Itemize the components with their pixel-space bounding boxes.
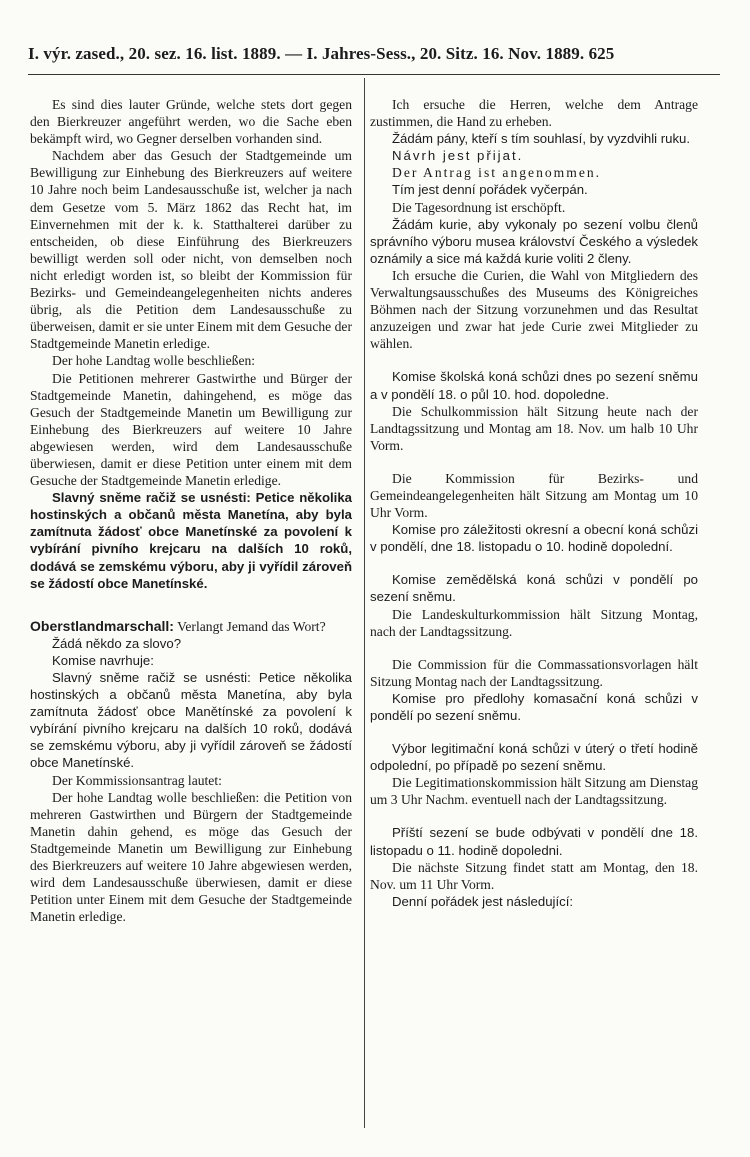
paragraph: Die Tagesordnung ist erschöpft. [392,199,566,215]
paragraph: Der hohe Landtag wolle beschließen: [52,353,256,369]
paragraph: Denní pořádek jest následující: [392,893,574,909]
paragraph: Žádám kurie, aby vykonaly po sezení volbu členů správního výboru musea království Českého a výsledek oznámily a sice má každá kurie voliti 2 členy. [370,216,698,266]
header-separator: — [285,44,303,63]
paragraph: Tím jest denní pořádek vyčerpán. [392,182,588,198]
paragraph: Návrh jest přijat. [392,148,524,164]
paragraph: Nachdem aber das Gesuch der Stadtgemeinde um Bewilligung zur Einhebung des Bierkreuzers auf weitere 10 Jahre noch beim Landesausschuße ist, welcher ja nach dem Gesetze vom 5. März 1862 das Recht hat, im Einvernehmen mit der k. k. Statthalterei darüber zu entscheiden, ob diese Einführung des Bierkreuzers bewilligt werden soll oder nicht, von demselben noch nicht erledigt worden ist, so bleibt der Kommission für Bezirks- und Gemeindeangelegenheiten nichts anderes übrig, als die Petition dem Landesausschuße zu überweisen, damit er sie unter Einem mit dem Gesuche der Stadtgemeinde Manetin erledige. [30,148,352,352]
speaker-name: Oberstlandmarschall: [30,617,174,634]
header-rule [28,74,720,75]
paragraph: Výbor legitimační koná schůzi v úterý o třetí hodině odpolední, po případě po sezení sněmu. [370,741,698,774]
header-german-session: I. Jahres-Sess., 20. Sitz. 16. Nov. 1889. [306,44,585,63]
paragraph: Der hohe Landtag wolle beschließen: die Petition von mehreren Gastwirthen und Bürgern der Stadtgemeinde Manetin dahin gehend, es möge das Gesuch der Stadtgemeinde Manetin um Bewilligung zur Einhebung des Bierkreuzers auf weitere 10 Jahre abgewiesen werden, wird dem Landesausschuße überwiesen, damit er diese Petition unter Einem mit dem Gesuche der Stadtgemeinde Manetin erledige. [30,789,352,925]
header-czech-session: I. výr. zased., 20. sez. 16. list. 1889. [28,44,281,63]
paragraph: Die Schulkommission hält Sitzung heute nach der Landtagssitzung und Montag am 18. Nov. um halb 10 Uhr Vorm. [370,403,698,453]
paragraph: Komise zemědělská koná schůzi v pondělí po sezení sněmu. [370,572,698,605]
paragraph: Komise pro záležitosti okresní a obecní koná schůzi v pondělí, dne 18. listopadu o 10. hodině dopolední. [370,522,698,555]
speaker-paragraph [30,618,352,635]
page-header [28,44,720,64]
left-column [30,96,352,925]
paragraph: Komise školská koná schůzi dnes po sezení sněmu a v pondělí 18. o půl 10. hod. dopoledne. [370,369,698,402]
paragraph: Der Antrag ist angenommen. [392,165,602,181]
paragraph: Die Kommission für Bezirks- und Gemeindeangelegenheiten hält Sitzung am Montag um 10 Uhr Vorm. [370,470,698,521]
paragraph: Die nächste Sitzung findet statt am Montag, den 18. Nov. um 11 Uhr Vorm. [370,859,698,892]
paragraph: Žádám pány, kteří s tím souhlasí, by vyzdvihli ruku. [392,131,691,147]
paragraph: Komise navrhuje: [52,652,154,668]
column-divider [364,78,365,1128]
paragraph: Der Kommissionsantrag lautet: [52,772,222,788]
paragraph: Komise pro předlohy komasační koná schůzi v pondělí po sezení sněmu. [370,690,698,723]
page-number: 625 [588,44,615,63]
paragraph-czech-motion: Slavný sněme račiž se usnésti: Petice několika hostinských a občanů města Manetína, aby byla zamítnuta žádosť obce Manětínské za povolení k vybírání pivního krejcaru na dalších 10 roků, dodává se zemskému výboru, aby ji vyřídil zároveň se žádostí obce Manetínské. [30,670,352,771]
paragraph: Die Landeskulturkommission hält Sitzung Montag, nach der Landtagssitzung. [370,606,698,639]
paragraph: Die Petitionen mehrerer Gastwirthe und Bürger der Stadtgemeinde Manetin, dahingehend, es möge das Gesuch der Stadtgemeinde Manetin um Bewilligung zur Einhebung des Bierkreuzers auf weitere 10 Jahre abgewiesen werden, wird dem Landesausschuße überwiesen, damit er diese Petition unter einem mit dem Gesuche der Stadtgemeinde Manetin erledige. [30,370,352,489]
paragraph: Die Legitimationskommission hält Sitzung am Dienstag um 3 Uhr Nachm. eventuell nach der Landtagssitzung. [370,775,698,808]
paragraph-czech-motion: Slavný sněme račiž se usnésti: Petice několika hostinských a občanů města Manetína, aby byla zamítnuta žádosť obce Manetínské za povolení k vybírání pivního krejcaru na dalších 10 roků, dodává se zemskému výboru, aby ji vyřídil zároveň se žádostí obce Manetínské. [30,490,352,591]
paragraph: Žádá někdo za slovo? [52,635,182,651]
paragraph: Es sind dies lauter Gründe, welche stets dort gegen den Bierkreuzer angeführt werden, wo die Sache eben bekämpft wird, wo Gegner derselben vorhanden sind. [30,97,352,147]
right-column [370,96,698,910]
paragraph: Příští sezení se bude odbývati v pondělí dne 18. listopadu o 11. hodině dopoledni. [370,825,698,858]
speaker-text: Verlangt Jemand das Wort? [177,618,326,634]
paragraph: Ich ersuche die Curien, die Wahl von Mitgliedern des Verwaltungsausschußes des Museums des Königreiches Böhmen nach der Sitzung vorzunehmen und das Resultat anzuzeigen und zwar hat jede Curie zwei Mitglieder zu wählen. [370,267,698,352]
paragraph: Die Commission für die Commassationsvorlagen hält Sitzung Montag nach der Landtagssitzung. [370,656,698,689]
paragraph: Ich ersuche die Herren, welche dem Antrage zustimmen, die Hand zu erheben. [370,97,698,130]
